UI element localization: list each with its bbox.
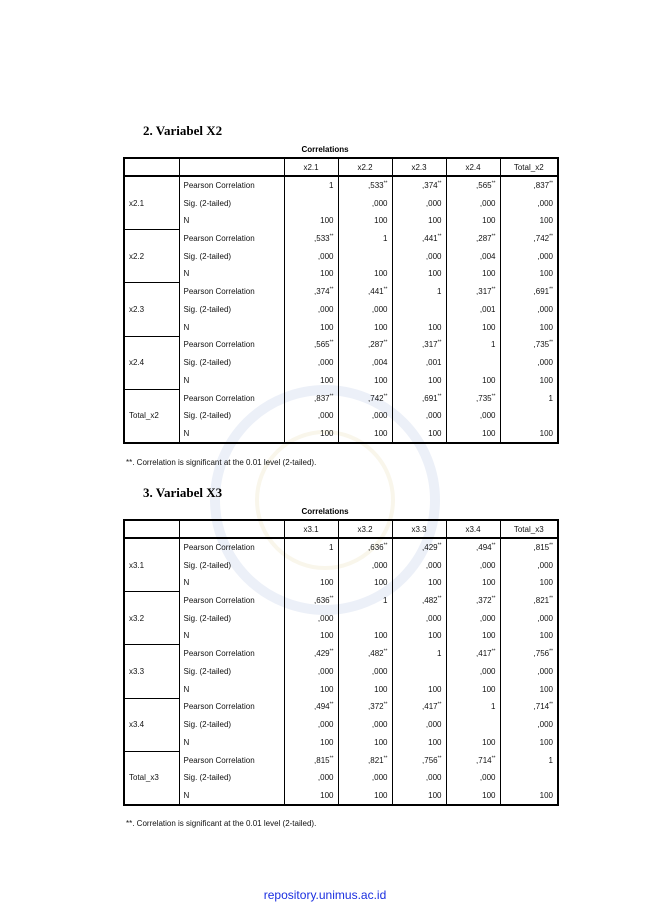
table-cell: ,482**: [338, 645, 392, 663]
table-cell: ,004: [446, 248, 500, 265]
table-cell: 100: [392, 265, 446, 283]
column-header: x3.2: [338, 520, 392, 538]
table-cell: 100: [392, 318, 446, 336]
statistic-label: Pearson Correlation: [183, 596, 255, 606]
table-cell: ,287**: [446, 230, 500, 248]
table-cell: 100: [446, 733, 500, 751]
table-cell: 100: [500, 424, 558, 442]
table-cell: 100: [338, 212, 392, 230]
section-heading-x3: 3. Variabel X3: [143, 485, 223, 500]
table-row: [124, 194, 558, 211]
table-cell: ,000: [284, 663, 338, 680]
table-cell: 1: [392, 283, 446, 301]
table-cell: ,533**: [338, 176, 392, 194]
header-blank: [124, 158, 179, 176]
table-cell: ,000: [284, 354, 338, 371]
table-cell: 1: [500, 389, 558, 407]
table-cell: ,000: [446, 407, 500, 424]
statistic-label: N: [183, 322, 190, 332]
table-cell: ,000: [284, 248, 338, 265]
table-cell: 100: [338, 786, 392, 804]
table-cell: 100: [284, 627, 338, 645]
variable-label: x3.2: [124, 610, 179, 627]
table-cell: ,756**: [392, 751, 446, 769]
variable-label: [124, 538, 179, 556]
table-cell: ,001: [392, 354, 446, 371]
table-cell: ,000: [392, 194, 446, 211]
table-cell: ,000: [338, 769, 392, 786]
table-cell: 100: [284, 265, 338, 283]
variable-label: [124, 283, 179, 301]
header-row: [124, 158, 558, 176]
table-cell: [284, 556, 338, 573]
statistic-label: Pearson Correlation: [183, 393, 255, 403]
table-row: [124, 733, 558, 751]
column-header: x2.4: [446, 158, 500, 176]
table-cell: 100: [338, 318, 392, 336]
table-cell: 1: [338, 230, 392, 248]
table-cell: [446, 354, 500, 371]
table-cell: 100: [500, 627, 558, 645]
statistic-label: Sig. (2-tailed): [183, 666, 232, 676]
section-heading-x2: 2. Variabel X2: [143, 123, 223, 138]
table-cell: ,317**: [392, 336, 446, 354]
variable-label: [124, 627, 179, 645]
table-row: [124, 407, 558, 424]
correlations-table-x2: [123, 157, 559, 444]
variable-label: x3.4: [124, 716, 179, 733]
table-cell: ,000: [500, 716, 558, 733]
table-cell: 100: [446, 680, 500, 698]
table-cell: 100: [446, 424, 500, 442]
table-cell: 1: [446, 336, 500, 354]
table-cell: 100: [500, 574, 558, 592]
column-header: x2.3: [392, 158, 446, 176]
variable-label: [124, 751, 179, 769]
statistic-label: Pearson Correlation: [183, 287, 255, 297]
table-cell: 1: [284, 176, 338, 194]
table-cell: 100: [392, 733, 446, 751]
table-cell: ,441**: [392, 230, 446, 248]
table-cell: [338, 248, 392, 265]
table-cell: 100: [446, 318, 500, 336]
table-cell: 100: [500, 265, 558, 283]
table-row: [124, 556, 558, 573]
table-row: [124, 538, 558, 556]
table-cell: ,441**: [338, 283, 392, 301]
table-cell: ,821**: [338, 751, 392, 769]
table-cell: ,815**: [284, 751, 338, 769]
table-cell: ,000: [446, 556, 500, 573]
variable-label: x2.1: [124, 194, 179, 211]
table-row: [124, 663, 558, 680]
table-cell: ,372**: [446, 592, 500, 610]
table-cell: 100: [446, 627, 500, 645]
table-cell: ,000: [500, 354, 558, 371]
table-cell: ,714**: [500, 698, 558, 716]
statistic-label: Sig. (2-tailed): [183, 560, 232, 570]
table-cell: ,000: [338, 301, 392, 318]
table-cell: ,372**: [338, 698, 392, 716]
variable-label: [124, 574, 179, 592]
column-header: x2.2: [338, 158, 392, 176]
table-cell: ,000: [500, 556, 558, 573]
header-row: [124, 520, 558, 538]
statistic-label: N: [179, 786, 284, 804]
table-cell: 1: [392, 645, 446, 663]
table-cell: ,000: [500, 610, 558, 627]
table-cell: 100: [446, 371, 500, 389]
table-cell: ,533**: [284, 230, 338, 248]
table-cell: 100: [392, 424, 446, 442]
variable-label: Total_x3: [124, 769, 179, 786]
table-cell: 100: [500, 680, 558, 698]
table-cell: ,735**: [446, 389, 500, 407]
table-cell: 100: [284, 212, 338, 230]
table-cell: 100: [284, 680, 338, 698]
table-cell: ,000: [284, 301, 338, 318]
repository-link[interactable]: repository.unimus.ac.id: [263, 888, 387, 902]
variable-label: [124, 230, 179, 248]
table-cell: ,000: [338, 556, 392, 573]
variable-label: x2.3: [124, 301, 179, 318]
statistic-label: Pearson Correlation: [183, 649, 255, 659]
variable-label: x2.4: [124, 354, 179, 371]
table-row: [124, 751, 558, 769]
variable-label: [124, 336, 179, 354]
table-row: [124, 716, 558, 733]
table-cell: ,742**: [500, 230, 558, 248]
table-cell: 100: [500, 786, 558, 804]
table-row: [124, 680, 558, 698]
variable-label: [124, 318, 179, 336]
table-row: [124, 354, 558, 371]
table-caption-x3: Correlations: [301, 507, 349, 516]
table-row: [124, 786, 558, 804]
table-cell: ,494**: [284, 698, 338, 716]
table-cell: ,429**: [284, 645, 338, 663]
table-cell: ,317**: [446, 283, 500, 301]
table-cell: ,000: [500, 663, 558, 680]
statistic-label: Pearson Correlation: [183, 543, 255, 553]
table-cell: ,429**: [392, 538, 446, 556]
table-cell: 100: [446, 212, 500, 230]
table-cell: ,000: [446, 610, 500, 627]
table-row: [124, 212, 558, 230]
table-row: [124, 230, 558, 248]
variable-label: Total_x2: [124, 407, 179, 424]
table-cell: ,374**: [284, 283, 338, 301]
column-header: x3.3: [392, 520, 446, 538]
table-cell: ,691**: [392, 389, 446, 407]
table-row: [124, 371, 558, 389]
table-cell: ,565**: [446, 176, 500, 194]
table-cell: ,565**: [284, 336, 338, 354]
table-cell: 1: [284, 538, 338, 556]
statistic-label: N: [183, 375, 190, 385]
variable-label: x2.2: [124, 248, 179, 265]
table-cell: 100: [392, 212, 446, 230]
statistic-label: N: [183, 631, 190, 641]
table-cell: 100: [392, 680, 446, 698]
table-cell: [500, 407, 558, 424]
table-row: [124, 265, 558, 283]
table-cell: ,821**: [500, 592, 558, 610]
statistic-label: Sig. (2-tailed): [183, 773, 232, 783]
variable-label: [124, 786, 179, 804]
statistic-label: Sig. (2-tailed): [183, 411, 232, 421]
table-cell: [284, 194, 338, 211]
table-cell: [500, 769, 558, 786]
table-cell: 100: [338, 574, 392, 592]
statistic-label: Pearson Correlation: [183, 181, 255, 191]
variable-label: [124, 389, 179, 407]
table-cell: 100: [500, 733, 558, 751]
table-row: [124, 574, 558, 592]
table-cell: ,000: [446, 194, 500, 211]
table-cell: ,001: [446, 301, 500, 318]
table-row: [124, 336, 558, 354]
statistic-label: N: [183, 269, 190, 279]
table-cell: ,494**: [446, 538, 500, 556]
table-cell: ,482**: [392, 592, 446, 610]
table-cell: ,756**: [500, 645, 558, 663]
variable-label: [124, 645, 179, 663]
statistic-label: N: [183, 737, 190, 747]
table-cell: ,000: [284, 769, 338, 786]
table-cell: ,000: [392, 716, 446, 733]
statistic-label: Pearson Correlation: [183, 234, 255, 244]
table-cell: ,374**: [392, 176, 446, 194]
table-cell: ,000: [392, 556, 446, 573]
table-cell: ,417**: [446, 645, 500, 663]
variable-label: [124, 424, 179, 442]
footnote-x2: **. Correlation is significant at the 0.01 level (2-tailed).: [126, 458, 317, 467]
table-cell: ,000: [284, 716, 338, 733]
statistic-label: Pearson Correlation: [183, 702, 255, 712]
table-cell: ,000: [392, 610, 446, 627]
statistic-label: Sig. (2-tailed): [183, 613, 232, 623]
column-header: x3.4: [446, 520, 500, 538]
table-cell: ,000: [446, 769, 500, 786]
correlations-table-x3: [123, 519, 559, 806]
statistic-label: N: [183, 684, 190, 694]
table-cell: ,417**: [392, 698, 446, 716]
variable-label: [124, 176, 179, 194]
table-cell: ,000: [338, 194, 392, 211]
table-row: [124, 627, 558, 645]
statistic-label: Sig. (2-tailed): [183, 251, 232, 261]
table-cell: ,000: [338, 407, 392, 424]
table-cell: 100: [392, 371, 446, 389]
table-row: [124, 318, 558, 336]
table-cell: ,000: [338, 663, 392, 680]
table-cell: ,287**: [338, 336, 392, 354]
table-cell: ,000: [500, 248, 558, 265]
statistic-label: Pearson Correlation: [183, 340, 255, 350]
statistic-label: N: [183, 578, 190, 588]
table-cell: 100: [500, 318, 558, 336]
table-row: [124, 769, 558, 786]
table-cell: ,000: [500, 301, 558, 318]
table-row: [124, 301, 558, 318]
table-cell: 1: [446, 698, 500, 716]
header-blank: [179, 158, 284, 176]
variable-label: [124, 698, 179, 716]
table-cell: 100: [446, 574, 500, 592]
variable-label: [124, 680, 179, 698]
table-cell: 100: [500, 371, 558, 389]
table-cell: 100: [500, 212, 558, 230]
table-cell: 100: [446, 786, 500, 804]
table-cell: 100: [392, 627, 446, 645]
table-cell: 100: [338, 371, 392, 389]
table-cell: 100: [446, 265, 500, 283]
table-cell: 1: [500, 751, 558, 769]
table-cell: ,000: [392, 407, 446, 424]
table-cell: ,691**: [500, 283, 558, 301]
table-cell: 100: [338, 424, 392, 442]
column-header: x3.1: [284, 520, 338, 538]
table-cell: [338, 610, 392, 627]
table-cell: ,000: [338, 716, 392, 733]
variable-label: x3.1: [124, 556, 179, 573]
table-row: [124, 248, 558, 265]
variable-label: [124, 212, 179, 230]
table-cell: 100: [338, 265, 392, 283]
table-row: [124, 645, 558, 663]
table-cell: 100: [338, 627, 392, 645]
header-blank: [179, 520, 284, 538]
table-cell: [392, 663, 446, 680]
table-cell: ,000: [500, 194, 558, 211]
variable-label: x3.3: [124, 663, 179, 680]
table-row: [124, 592, 558, 610]
table-cell: [392, 301, 446, 318]
table-cell: ,000: [392, 769, 446, 786]
table-row: [124, 176, 558, 194]
table-cell: 100: [284, 318, 338, 336]
statistic-label: Pearson Correlation: [183, 755, 255, 765]
table-row: [124, 610, 558, 627]
table-cell: ,000: [446, 663, 500, 680]
statistic-label: Sig. (2-tailed): [183, 358, 232, 368]
table-cell: 100: [392, 574, 446, 592]
table-cell: 100: [284, 424, 338, 442]
table-caption-x2: Correlations: [301, 145, 349, 154]
table-cell: 100: [338, 733, 392, 751]
table-cell: ,837**: [284, 389, 338, 407]
column-header: Total_x2: [500, 158, 558, 176]
table-cell: 100: [284, 786, 338, 804]
column-header: x2.1: [284, 158, 338, 176]
footnote-x3: **. Correlation is significant at the 0.01 level (2-tailed).: [126, 819, 317, 828]
table-cell: 100: [284, 371, 338, 389]
table-cell: ,000: [284, 407, 338, 424]
table-cell: ,000: [284, 610, 338, 627]
table-cell: ,636**: [338, 538, 392, 556]
statistic-label: Sig. (2-tailed): [183, 720, 232, 730]
column-header: Total_x3: [500, 520, 558, 538]
table-cell: ,735**: [500, 336, 558, 354]
table-cell: [446, 716, 500, 733]
variable-label: [124, 592, 179, 610]
table-cell: 100: [284, 574, 338, 592]
variable-label: [124, 733, 179, 751]
statistic-label: Sig. (2-tailed): [183, 198, 232, 208]
table-cell: 100: [338, 680, 392, 698]
table-cell: ,636**: [284, 592, 338, 610]
table-cell: ,004: [338, 354, 392, 371]
table-cell: ,815**: [500, 538, 558, 556]
table-row: [124, 389, 558, 407]
variable-label: [124, 265, 179, 283]
statistic-label: N: [183, 216, 190, 226]
table-cell: ,837**: [500, 176, 558, 194]
table-cell: ,714**: [446, 751, 500, 769]
table-row: [124, 424, 558, 442]
table-cell: 100: [392, 786, 446, 804]
table-cell: 100: [284, 733, 338, 751]
header-blank: [124, 520, 179, 538]
variable-label: [124, 371, 179, 389]
statistic-label: N: [179, 424, 284, 442]
table-row: [124, 283, 558, 301]
table-cell: ,000: [392, 248, 446, 265]
table-cell: ,742**: [338, 389, 392, 407]
table-row: [124, 698, 558, 716]
table-cell: 1: [338, 592, 392, 610]
statistic-label: Sig. (2-tailed): [183, 304, 232, 314]
